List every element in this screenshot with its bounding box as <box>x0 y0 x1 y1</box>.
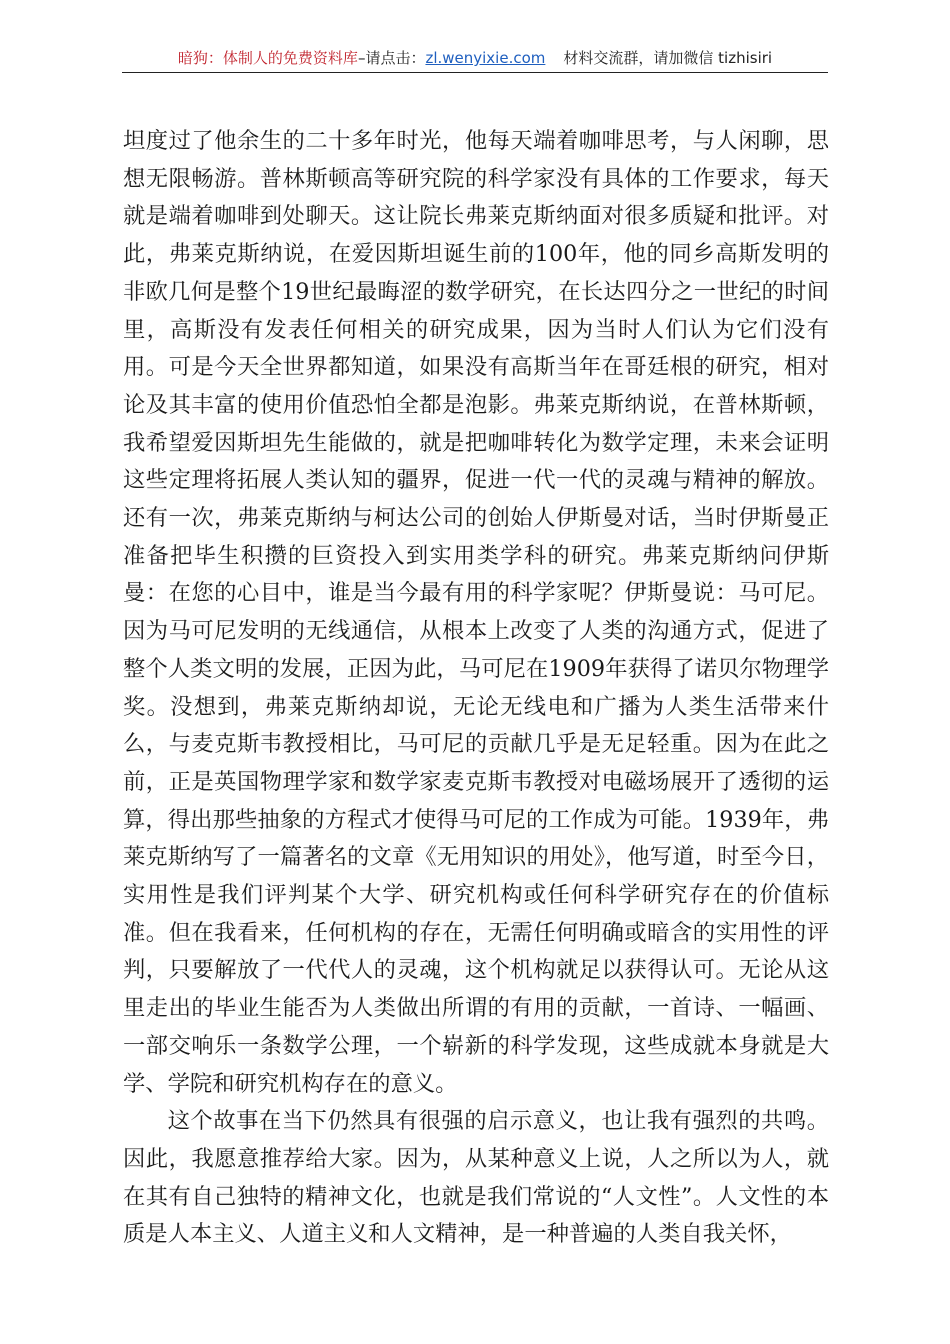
header-prompt: –请点击： <box>357 49 426 67</box>
header-contact: 材料交流群，请加微信 tizhisiri <box>563 49 773 67</box>
paragraph-1: 坦度过了他余生的二十多年时光，他每天端着咖啡思考，与人闲聊，思想无限畅游。普林斯顿高等研究院的科学家没有具体的工作要求，每天就是端着咖啡到处聊天。这让院长弗莱克斯纳面对很多质疑和批评。对此，弗莱克斯纳说，在爱因斯坦诞生前的100年，他的同乡高斯发明的非欧几何是整个19世纪最晦涩的数学研究，在长达四分之一世纪的时间里，高斯没有发表任何相关的研究成果，因为当时人们认为它们没有用。可是今天全世界都知道，如果没有高斯当年在哥廷根的研究，相对论及其丰富的使用价值恐怕全都是泡影。弗莱克斯纳说，在普林斯顿，我希望爱因斯坦先生能做的，就是把咖啡转化为数学定理，未来会证明这些定理将拓展人类认知的疆界，促进一代一代的灵魂与精神的解放。还有一次，弗莱克斯纳与柯达公司的创始人伊斯曼对话，当时伊斯曼正准备把毕生积攒的巨资投入到实用类学科的研究。弗莱克斯纳问伊斯曼：在您的心目中，谁是当今最有用的科学家呢？伊斯曼说：马可尼。因为马可尼发明的无线通信，从根本上改变了人类的沟通方式，促进了整个人类文明的发展，正因为此，马可尼在1909年获得了诺贝尔物理学奖。没想到，弗莱克斯纳却说，无论无线电和广播为人类生活带来什么，与麦克斯韦教授相比，马可尼的贡献几乎是无足轻重。因为在此之前，正是英国物理学家和数学家麦克斯韦教授对电磁场展开了透彻的运算，得出那些抽象的方程式才使得马可尼的工作成为可能。1939年，弗莱克斯纳写了一篇著名的文章《无用知识的用处》，他写道，时至今日，实用性是我们评判某个大学、研究机构或任何科学研究存在的价值标准。但在我看来，任何机构的存在，无需任何明确或暗含的实用性的评判，只要解放了一代代人的灵魂，这个机构就足以获得认可。无论从这里走出的毕业生能否为人类做出所谓的有用的贡献，一首诗、一幅画、一部交响乐一条数学公理，一个崭新的科学发现，这些成就本身就是大学、学院和研究机构存在的意义。 <box>123 128 829 1097</box>
document-body <box>123 123 829 1254</box>
header-site-name: 暗狗：体制人的免费资料库 <box>177 49 358 67</box>
paragraph-2: 这个故事在当下仍然具有很强的启示意义，也让我有强烈的共鸣。因此，我愿意推荐给大家。因为，从某种意义上说，人之所以为人，就在其有自己独特的精神文化，也就是我们常说的“人文性”。人文性的本质是人本主义、人道主义和人文精神，是一种普遍的人类自我关怀， <box>123 1108 829 1248</box>
header-link[interactable]: zl.wenyixie.com <box>425 49 546 67</box>
page-header <box>122 46 828 73</box>
